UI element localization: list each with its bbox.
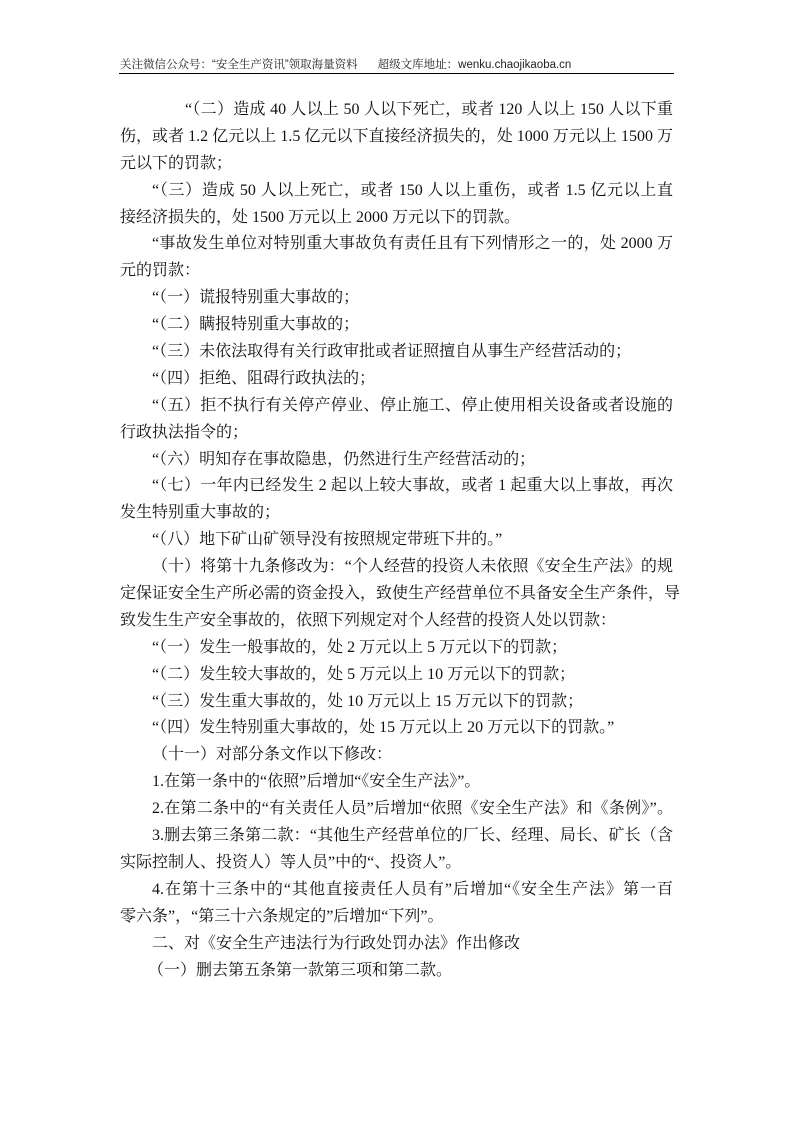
text-line: 元以下的罚款； bbox=[120, 154, 233, 172]
text-line: 伤，或者 1.2 亿元以上 1.5 亿元以下直接经济损失的，处 1000 万元以上 1500 万 bbox=[120, 127, 673, 145]
text-line: “（三）造成 50 人以上死亡，或者 150 人以上重伤，或者 1.5 亿元以上直 bbox=[152, 181, 673, 199]
text-line: “（三）未依法取得有关行政审批或者证照擅自从事生产经营活动的； bbox=[152, 343, 632, 361]
text-line: “（三）发生重大事故的，处 10 万元以上 15 万元以下的罚款； bbox=[152, 692, 584, 710]
text-line: “（四）拒绝、阻碍行政执法的； bbox=[152, 369, 376, 387]
header-wechat-text: 关注微信公众号：“安全生产资讯”领取海量资料 bbox=[120, 59, 358, 71]
text-line: “（八）地下矿山矿领导没有按照规定带班下井的。” bbox=[152, 531, 503, 549]
text-line: 2.在第二条中的“有关责任人员”后增加“依照《安全生产法》和《条例》”。 bbox=[152, 800, 673, 818]
text-line: 元的罚款： bbox=[120, 262, 201, 280]
text-line: 3.删去第三条第二款：“其他生产经营单位的厂长、经理、局长、矿长（含 bbox=[152, 827, 673, 845]
document-body bbox=[120, 97, 681, 984]
text-line: “（一）谎报特别重大事故的； bbox=[152, 289, 360, 307]
text-line: “（六）明知存在事故隐患，仍然进行生产经营活动的； bbox=[152, 450, 536, 468]
text-line: “（五）拒不执行有关停产停业、停止施工、停止使用相关设备或者设施的 bbox=[152, 396, 673, 414]
text-line: 接经济损失的，处 1500 万元以上 2000 万元以下的罚款。 bbox=[120, 208, 521, 226]
text-line: 零六条”，“第三十六条规定的”后增加“下列”。 bbox=[120, 907, 444, 925]
text-line: （十）将第十九条修改为：“个人经营的投资人未依照《安全生产法》的规 bbox=[152, 558, 673, 576]
text-line: 实际控制人、投资人）等人员”中的“、投资人”。 bbox=[120, 853, 462, 871]
text-line: 1.在第一条中的“依照”后增加“《安全生产法》”。 bbox=[152, 773, 481, 791]
text-line: 发生特别重大事故的； bbox=[120, 504, 281, 522]
text-line: “（二）造成 40 人以上 50 人以下死亡，或者 120 人以上 150 人以下重 bbox=[185, 101, 673, 118]
text-line: （十一）对部分条文作以下修改： bbox=[152, 746, 393, 764]
text-line: “（七）一年内已经发生 2 起以上较大事故，或者 1 起重大以上事故，再次 bbox=[152, 477, 673, 495]
header-divider bbox=[119, 73, 674, 74]
header-library-url: 超级文库地址：wenku.chaojikaoba.cn bbox=[377, 59, 572, 71]
section-heading: 二、对《安全生产违法行为行政处罚办法》作出修改 bbox=[152, 934, 521, 952]
text-line: （一）删去第五条第一款第三项和第二款。 bbox=[148, 961, 453, 979]
text-line: “事故发生单位对特别重大事故负有责任且有下列情形之一的，处 2000 万 bbox=[152, 235, 673, 253]
text-line: “（二）瞒报特别重大事故的； bbox=[152, 316, 360, 334]
text-line: 定保证安全生产所必需的资金投入，致使生产经营单位不具备安全生产条件，导 bbox=[120, 585, 681, 603]
text-line: “（二）发生较大事故的，处 5 万元以上 10 万元以下的罚款； bbox=[152, 665, 576, 683]
text-line: “（一）发生一般事故的，处 2 万元以上 5 万元以下的罚款； bbox=[152, 638, 568, 656]
text-line: 4.在第十三条中的“其他直接责任人员有”后增加“《安全生产法》第一百 bbox=[152, 880, 673, 898]
page-header bbox=[120, 56, 673, 72]
text-line: 行政执法指令的； bbox=[120, 423, 249, 441]
text-line: 致发生生产安全事故的，依照下列规定对个人经营的投资人处以罚款： bbox=[120, 611, 617, 629]
text-line: “（四）发生特别重大事故的，处 15 万元以上 20 万元以下的罚款。” bbox=[152, 719, 615, 737]
